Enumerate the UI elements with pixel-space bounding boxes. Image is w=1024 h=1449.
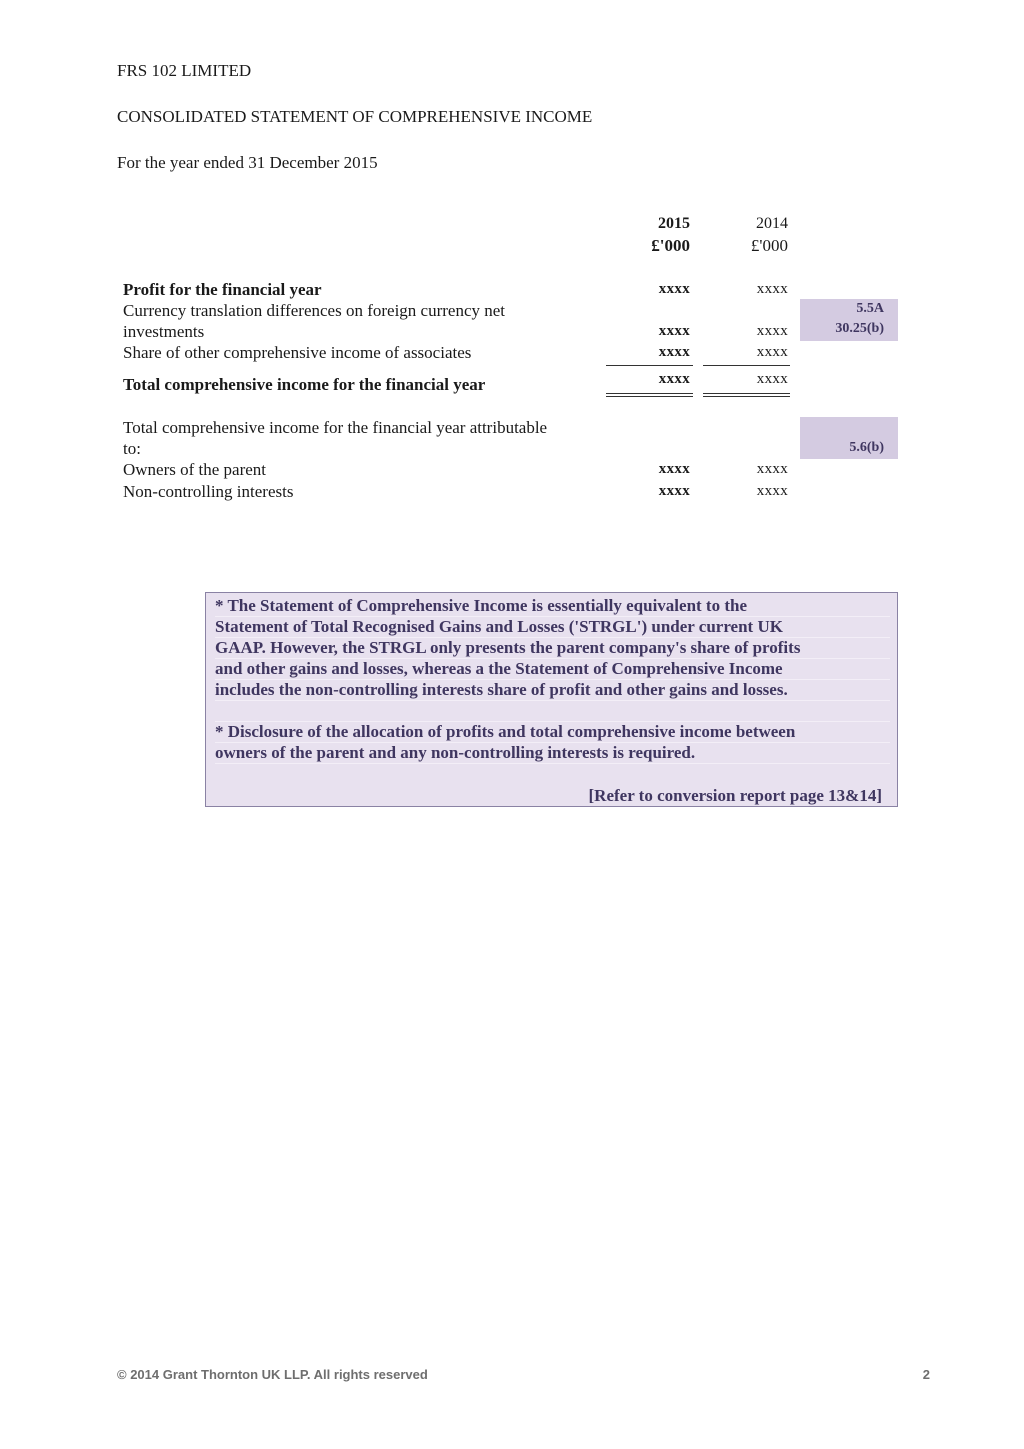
reference-5-6b: 5.6(b) [849,440,884,455]
attributable-label-line2: to: [123,439,141,458]
row-nci-2014: xxxx [756,483,788,499]
row-nci-label: Non-controlling interests [123,482,294,501]
row-profit-label: Profit for the financial year [123,280,322,299]
reference-box-attributable [800,417,898,459]
note-reference: [Refer to conversion report page 13&14] [588,786,882,805]
note-line-8: owners of the parent and any non-controlling interests is required. [215,742,890,764]
row-owners-2014: xxxx [756,461,788,477]
attributable-label-line1: Total comprehensive income for the financial year attributable [123,418,548,437]
commentary-note-box [205,592,898,807]
footer-copyright: © 2014 Grant Thornton UK LLP. All rights reserved [117,1367,428,1382]
row-total-2014: xxxx [756,371,788,387]
note-line-4: and other gains and losses, whereas a the Statement of Comprehensive Income [215,658,890,680]
subtotal-rule-2014 [703,365,790,366]
note-line-1: * The Statement of Comprehensive Income is essentially equivalent to the [215,595,890,617]
period-line: For the year ended 31 December 2015 [117,153,378,172]
row-nci-2015: xxxx [658,483,690,499]
note-line-5: includes the non-controlling interests share of profit and other gains and losses. [215,679,890,701]
column-2014-year: 2014 [756,215,788,232]
reference-5-5a: 5.5A [856,301,884,316]
total-double-rule-2014-top [703,393,790,394]
note-spacer [215,763,890,784]
company-name: FRS 102 LIMITED [117,61,252,80]
column-2015-unit: £'000 [651,236,690,255]
note-line-3: GAAP. However, the STRGL only presents the parent company's share of profits [215,637,890,659]
note-line-6 [215,700,890,722]
row-currency-label-line2: investments [123,322,205,341]
statement-title: CONSOLIDATED STATEMENT OF COMPREHENSIVE INCOME [117,107,593,126]
row-associates-label: Share of other comprehensive income of associates [123,343,472,362]
column-2015-year: 2015 [658,215,690,232]
row-total-label: Total comprehensive income for the financial year [123,375,486,394]
row-profit-2014: xxxx [756,281,788,297]
column-2014-unit: £'000 [750,236,788,255]
row-currency-2014: xxxx [756,323,788,339]
total-double-rule-2015-top [606,393,693,394]
row-associates-2014: xxxx [756,344,788,360]
note-line-7: * Disclosure of the allocation of profits and total comprehensive income between [215,721,890,743]
note-line-2: Statement of Total Recognised Gains and Losses ('STRGL') under current UK [215,616,890,638]
row-currency-2015: xxxx [658,323,690,339]
subtotal-rule-2015 [606,365,693,366]
row-owners-label: Owners of the parent [123,460,267,479]
reference-30-25b: 30.25(b) [835,321,884,336]
total-double-rule-2014-bottom [703,396,790,397]
row-profit-2015: xxxx [658,281,690,297]
row-owners-2015: xxxx [658,461,690,477]
reference-box-currency [800,299,898,341]
row-currency-label-line1: Currency translation differences on foreign currency net [123,301,506,320]
footer-page-number: 2 [922,1367,930,1382]
row-total-2015: xxxx [658,371,690,387]
row-associates-2015: xxxx [658,344,690,360]
total-double-rule-2015-bottom [606,396,693,397]
